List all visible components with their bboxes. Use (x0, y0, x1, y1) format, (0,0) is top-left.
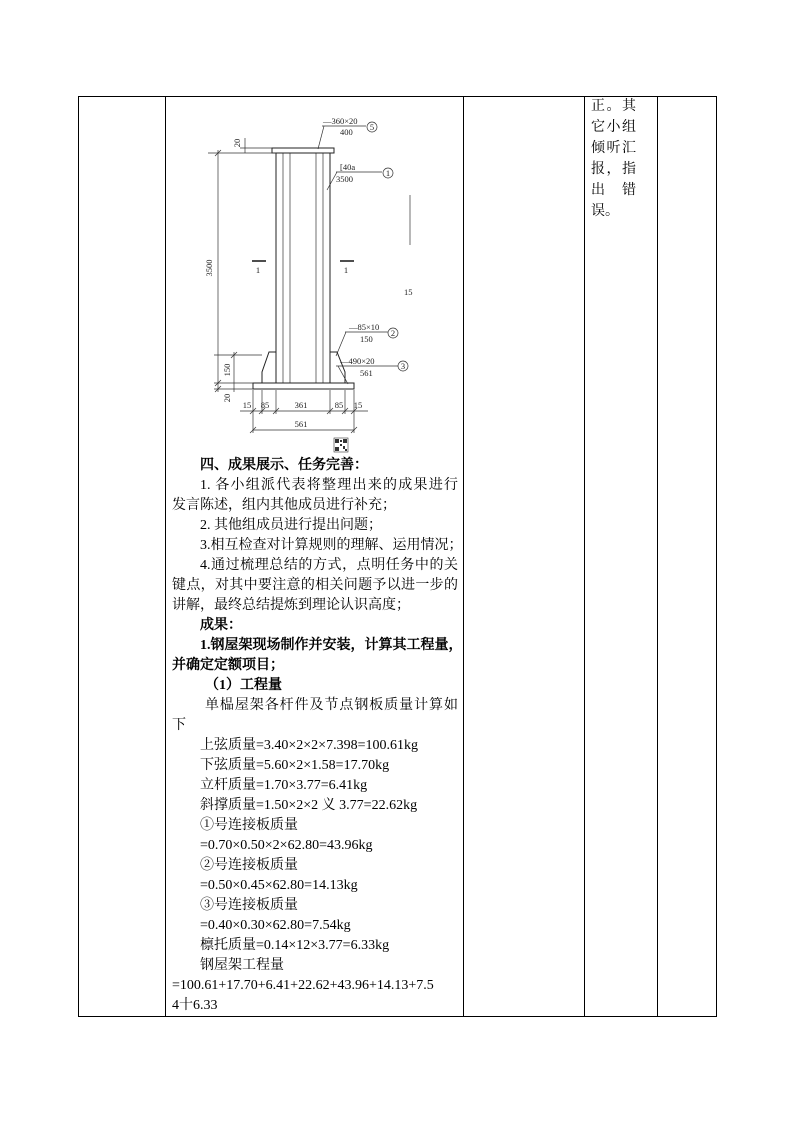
bottom-dim-total: 561 (294, 419, 308, 429)
calc-line: =0.50×0.45×62.80=14.13kg (200, 878, 358, 893)
total-formula: =100.61+17.70+6.41+22.62+43.96+14.13+7.5 (172, 978, 434, 993)
table-bottom-border (78, 1016, 717, 1017)
channel-mark: 1 (385, 168, 391, 178)
task-title: 1.钢屋架现场制作并安装，计算其工程量， (200, 638, 463, 653)
column-divider-1 (165, 96, 166, 1017)
channel-length: 3500 (336, 174, 353, 184)
base-plate-spec: —490×20 (340, 356, 375, 366)
bottom-dim-2: 85 (260, 400, 270, 410)
cell-col4-text (591, 96, 636, 222)
column-body (276, 153, 330, 383)
top-plate (272, 148, 334, 153)
cell-content-text (172, 456, 463, 1016)
qr-code-icon (334, 438, 348, 452)
col4-line: 报，指 (591, 162, 636, 177)
col4-line: 出错 (591, 183, 636, 198)
stiffener-mark: 2 (390, 328, 396, 338)
intro-text-continuation: 下 (172, 718, 186, 733)
left-stiffener (262, 352, 276, 383)
col4-line: 正。其 (591, 99, 636, 114)
calc-line: ③号连接板质量 (200, 898, 298, 913)
bottom-dim-1: 15 (242, 400, 252, 410)
col4-line: 它小组 (591, 120, 636, 135)
base-plate-mark: 3 (400, 361, 406, 371)
calc-line: =0.40×0.30×62.80=7.54kg (200, 918, 351, 933)
list-item-continuation: 发言陈述，组内其他成员进行补充； (172, 498, 396, 513)
base-plate-length: 561 (360, 368, 373, 378)
total-formula-continuation: 4十6.33 (172, 998, 218, 1013)
calc-line: 立杆质量=1.70×3.77=6.41kg (200, 778, 368, 793)
dim-column-height: 3500 (204, 259, 214, 277)
list-item-continuation: 讲解，最终总结提炼到理论认识高度； (172, 598, 410, 613)
stiffener-spec: —85×10 (349, 322, 380, 332)
section-heading: 四、成果展示、任务完善： (200, 458, 368, 473)
cell-col3 (464, 97, 584, 1016)
col4-line: 倾听汇 (591, 141, 636, 156)
list-item: 1. 各小组派代表将整理出来的成果进行 (200, 478, 458, 493)
side-note: 15 (404, 287, 413, 297)
list-item: 4.通过梳理总结的方式，点明任务中的关 (200, 558, 458, 573)
dim-base-thickness: 20 (222, 393, 232, 403)
calc-line: ①号连接板质量 (200, 818, 298, 833)
bottom-dim-5: 15 (353, 400, 363, 410)
table-right-border (716, 96, 717, 1017)
calc-line: 斜撑质量=1.50×2×2 义 3.77=22.62kg (200, 798, 418, 813)
steel-column-drawing (190, 108, 430, 458)
calc-line: ②号连接板质量 (200, 858, 298, 873)
list-item-continuation: 键点，对其中要注意的相关问题予以进一步的 (172, 578, 458, 593)
subheading: （1）工程量 (205, 678, 282, 693)
results-label: 成果： (200, 618, 242, 633)
list-item: 2. 其他组成员进行提出问题； (200, 518, 382, 533)
channel-spec: [40a (340, 162, 356, 172)
top-plate-length: 400 (340, 127, 353, 137)
cell-col1 (79, 97, 165, 1016)
dim-stiffener-height: 150 (222, 363, 232, 377)
calc-line: 上弦质量=3.40×2×2×7.398=100.61kg (200, 738, 418, 753)
bottom-dim-3: 361 (294, 400, 308, 410)
base-plate (253, 383, 354, 389)
cell-col5 (658, 97, 716, 1016)
section-mark-right: 1 (343, 265, 349, 275)
calc-line: 钢屋架工程量 (200, 958, 284, 973)
task-title-continuation: 并确定定额项目； (172, 658, 284, 673)
stiffener-length: 150 (360, 334, 373, 344)
col4-line: 误。 (591, 204, 619, 219)
calc-line: 檩托质量=0.14×12×3.77=6.33kg (200, 938, 390, 953)
top-plate-mark: 5 (369, 122, 375, 132)
calc-line: 下弦质量=5.60×2×1.58=17.70kg (200, 758, 390, 773)
calc-line: =0.70×0.50×2×62.80=43.96kg (200, 838, 373, 853)
bottom-dim-4: 85 (334, 400, 344, 410)
column-divider-3 (584, 96, 585, 1017)
top-plate-spec: —360×20 (323, 116, 358, 126)
section-mark-left: 1 (255, 265, 261, 275)
dim-top-plate: 20 (232, 138, 242, 148)
list-item: 3.相互检查对计算规则的理解、运用情况； (200, 538, 463, 553)
intro-text: 单榀屋架各杆件及节点钢板质量计算如 (205, 698, 458, 713)
